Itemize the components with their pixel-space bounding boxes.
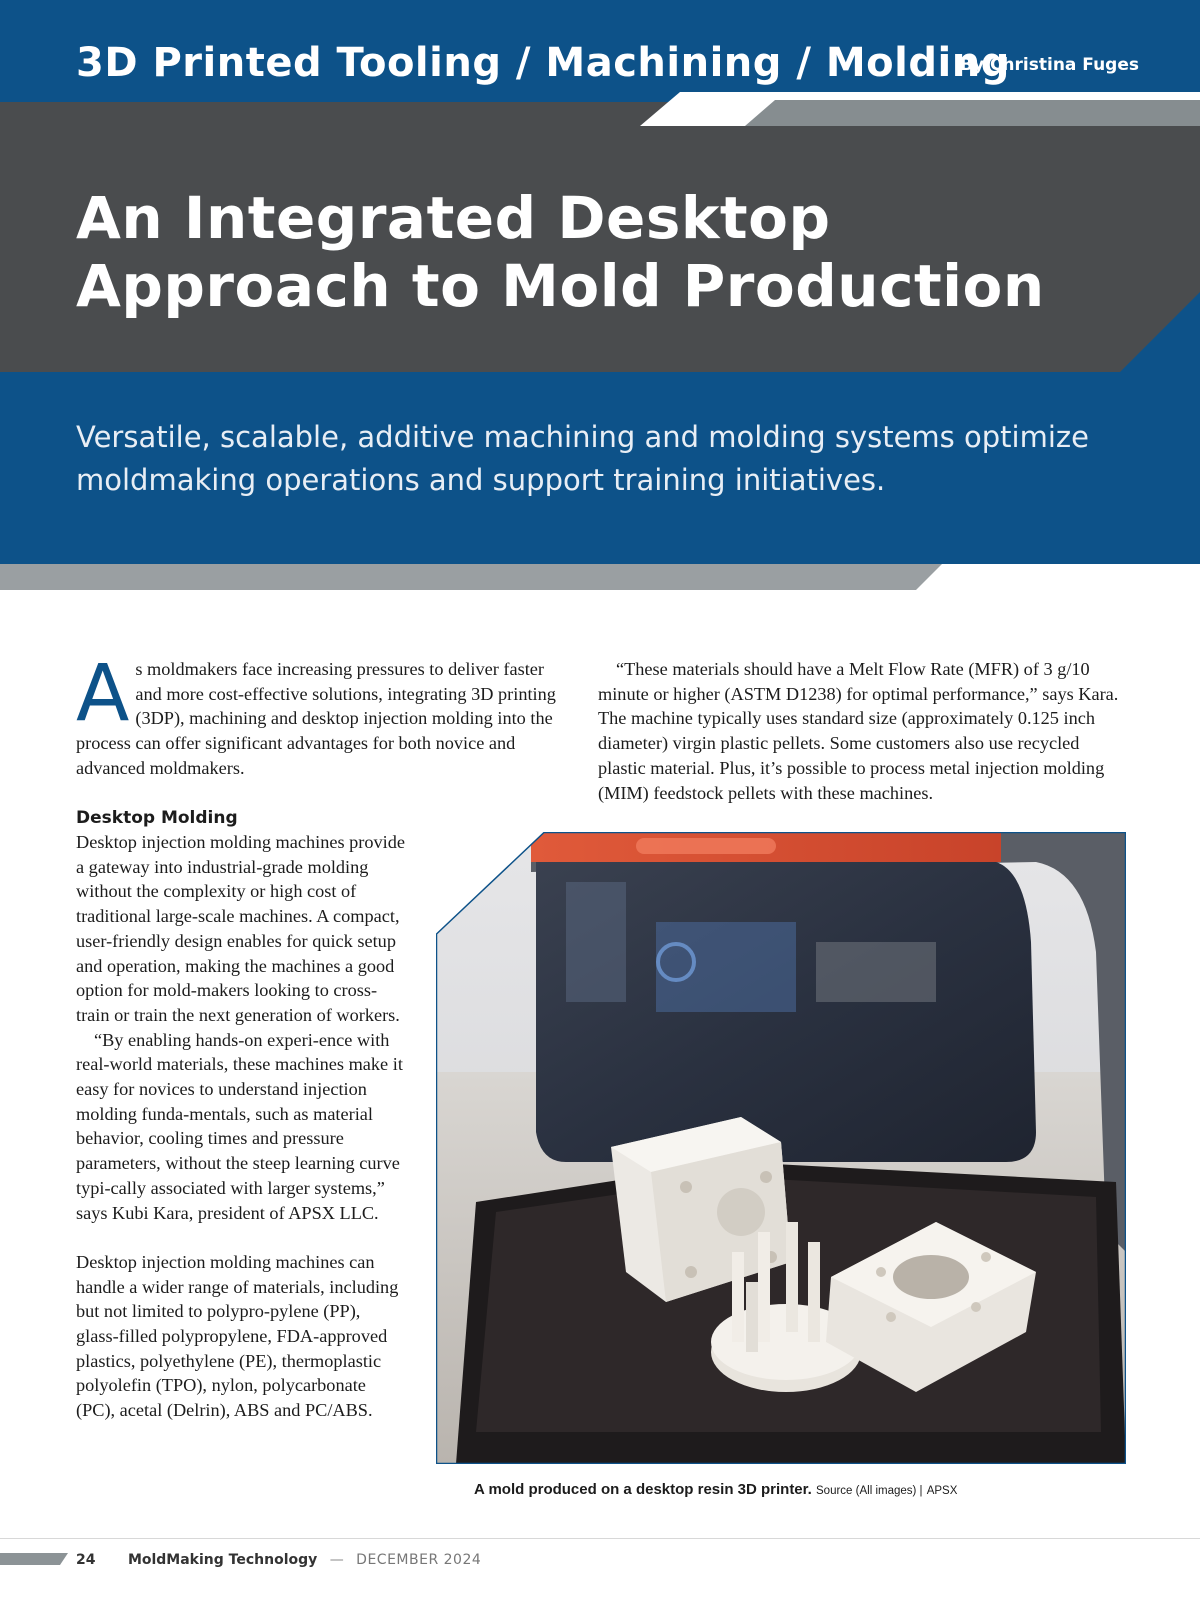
left-column-body <box>76 830 406 1423</box>
body-paragraph: Desktop injection molding machines provide a gateway into industrial-grade molding without the complexity or high cost of traditional large-scale machines. A compact, user-friendly design enables for quick setup and operation, making the machines a good option for mold-makers looking to cross-train or train the next generation of workers. <box>76 832 405 1025</box>
footer-separator: — <box>329 1552 344 1568</box>
magazine-name: MoldMaking Technology <box>127 1552 318 1568</box>
caption-text: A mold produced on a desktop resin 3D printer. <box>474 1481 812 1498</box>
footer-accent-bar <box>0 1553 70 1565</box>
byline: By Christina Fuges <box>960 55 1139 75</box>
mold-photo <box>436 832 1126 1464</box>
body-paragraph: Desktop injection molding machines can handle a wider range of materials, including but not limited to polypro-pylene (PP), glass-filled polypropylene, FDA-approved plastics, polyethylene (PE), thermoplastic polyolefin (TPO), nylon, polycarbonate (PC), acetal (Delrin), ABS and PC/ABS. <box>76 1251 399 1421</box>
page-footer <box>76 1552 481 1568</box>
issue-date: DECEMBER 2024 <box>356 1552 482 1568</box>
intro-paragraph <box>76 649 566 781</box>
subhead-desktop-molding: Desktop Molding <box>76 808 238 828</box>
body-paragraph: “By enabling hands-on experi-ence with real-world materials, these machines make it easy for novices to understand injection molding funda-mentals, such as material behavior, cooling times and pressure parameters, without the steep learning curve typi-cally associated with larger systems,” says Kubi Kara, president of APSX LLC. <box>76 1029 403 1223</box>
right-column-body <box>598 657 1128 805</box>
drop-cap: A <box>76 649 130 739</box>
article-deck: Versatile, scalable, additive machining and molding systems optimize moldmaking operations and support training initiatives. <box>76 420 1089 497</box>
section-title: 3D Printed Tooling / Machining / Molding <box>76 40 1010 86</box>
caption-source: APSX <box>926 1485 958 1497</box>
intro-text: s moldmakers face increasing pressures to deliver faster and more cost-effective solutions, integrating 3D printing (3DP), machining and desktop injection molding into the process can offer significant advantages for both novice and advanced moldmakers. <box>76 659 556 778</box>
article-headline: An Integrated Desktop Approach to Mold Production <box>76 184 1045 320</box>
photo-caption <box>474 1481 957 1498</box>
footer-rule <box>0 1538 1200 1539</box>
page-number: 24 <box>76 1552 96 1568</box>
body-paragraph: “These materials should have a Melt Flow Rate (MFR) of 3 g/10 minute or higher (ASTM D1238) for optimal performance,” says Kara. The machine typically uses standard size (approximately 0.125 inch diameter) virgin plastic pellets. Some customers also use recycled plastic material. Plus, it’s possible to process metal injection molding (MIM) feedstock pellets with these machines. <box>598 659 1119 803</box>
caption-source-label: Source (All images) | <box>816 1485 923 1497</box>
